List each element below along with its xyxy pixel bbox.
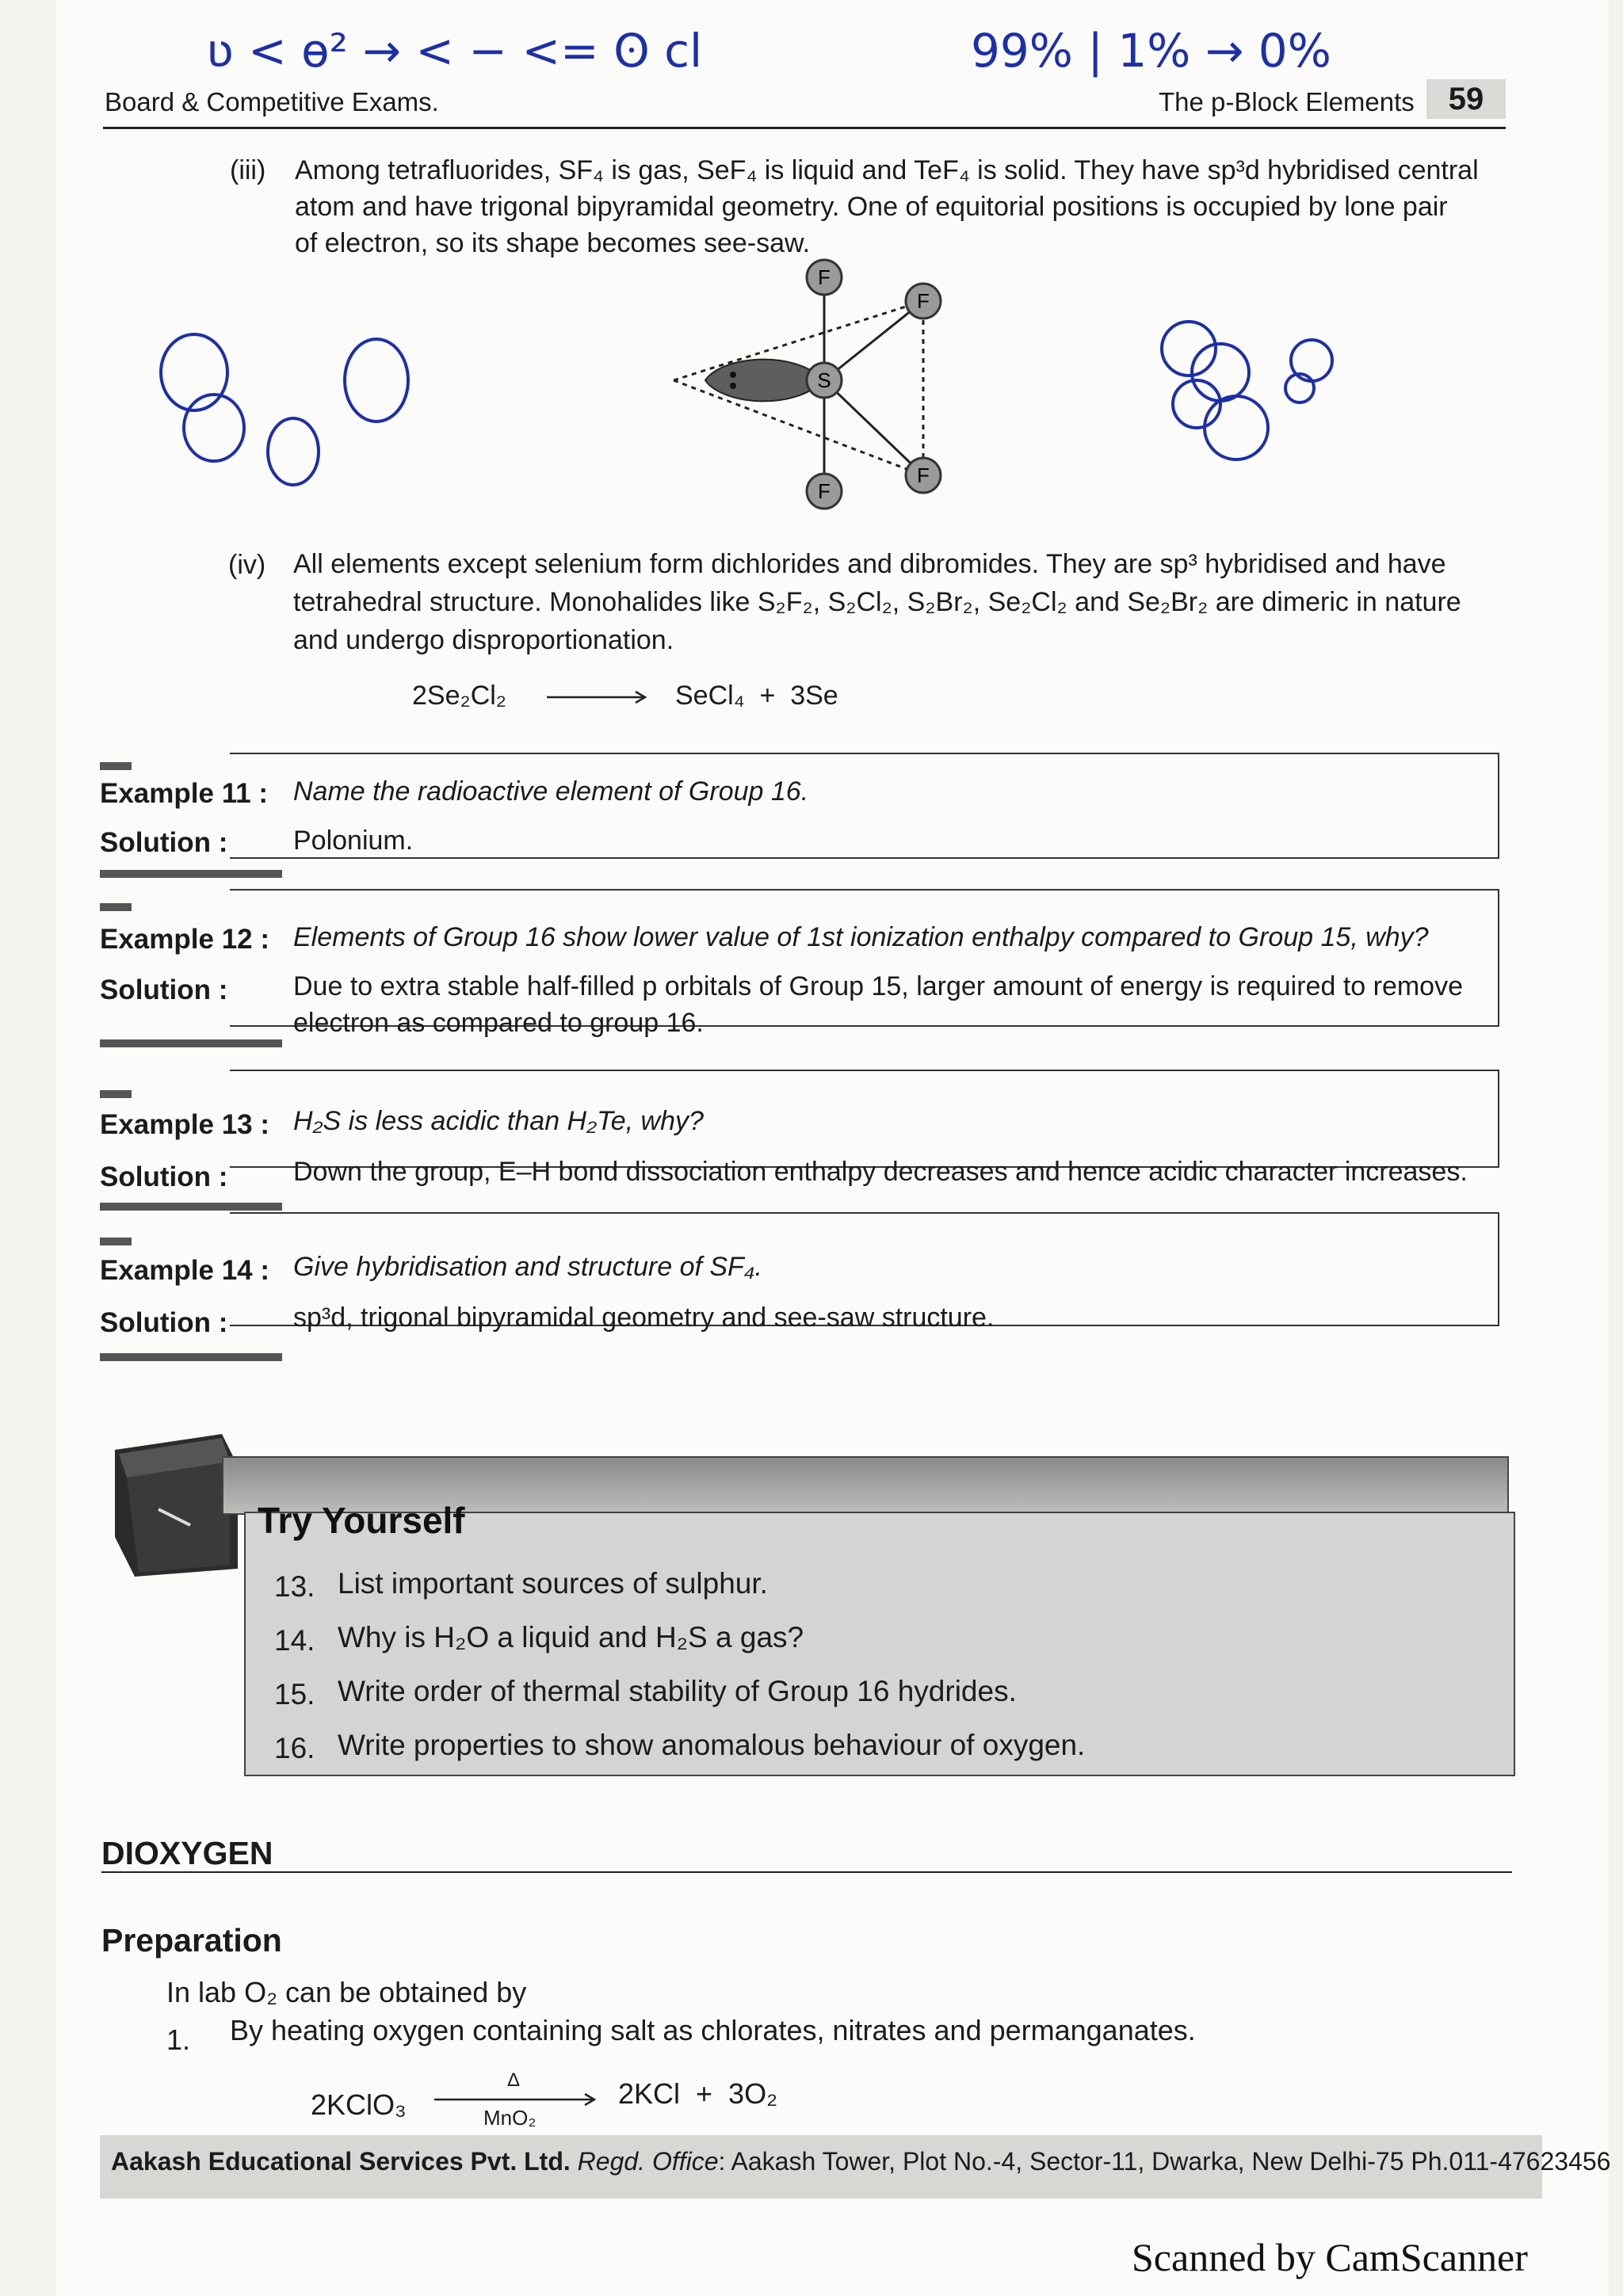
atom-f-label: F xyxy=(818,265,831,289)
point-iv-text xyxy=(293,545,1518,659)
example-12-underline xyxy=(100,1039,282,1047)
footer-office-label: Regd. Office xyxy=(577,2147,719,2176)
subsection-title-preparation: Preparation xyxy=(101,1922,282,1958)
handwritten-doodle-right xyxy=(1133,301,1371,483)
try-item-number: 14. xyxy=(274,1624,315,1657)
point-iii-number: (iii) xyxy=(230,155,266,185)
handwritten-note-left: ʋ < ɵ² → < − <= ʘ cl xyxy=(206,24,703,78)
try-item-number: 15. xyxy=(274,1678,315,1711)
example-14-solution: sp³d, trigonal bipyramidal geometry and see-saw structure. xyxy=(293,1302,995,1333)
example-11-question: Name the radioactive element of Group 16. xyxy=(293,776,809,807)
point-iv-line3: and undergo disproportionation. xyxy=(293,625,674,655)
handwritten-doodle-left xyxy=(143,301,428,507)
example-13-underline xyxy=(100,1203,282,1211)
footer-address: : Aakash Tower, Plot No.-4, Sector-11, Dwarka, New Delhi-75 Ph.011-47623456 xyxy=(718,2147,1611,2176)
example-13-tab xyxy=(100,1090,132,1098)
example-13-question: H₂S is less acidic than H₂Te, why? xyxy=(293,1106,704,1136)
example-12-label: Example 12 : xyxy=(100,924,269,955)
atom-f xyxy=(906,458,941,493)
sf4-structure-diagram xyxy=(666,254,967,523)
example-13-solution-label: Solution : xyxy=(100,1161,228,1192)
try-item-text: Write order of thermal stability of Group 16 hydrides. xyxy=(338,1675,1017,1707)
header-rule xyxy=(103,127,1506,129)
example-12-question: Elements of Group 16 show lower value of 1st ionization enthalpy compared to Group 15, why? xyxy=(293,922,1429,952)
kclo3-reaction-left: 2KClO₃ xyxy=(311,2088,407,2121)
point-iv-line1: All elements except selenium form dichlorides and dibromides. They are sp³ hybridised and have xyxy=(293,549,1446,579)
atom-f-label: F xyxy=(917,463,930,487)
example-11-solution: Polonium. xyxy=(293,826,414,856)
atom-f xyxy=(906,284,941,318)
point-iv-line2: tetrahedral structure. Monohalides like S₂F₂, S₂Cl₂, S₂Br₂, Se₂Cl₂ and Se₂Br₂ are dimeric in nature xyxy=(293,587,1461,617)
example-13-solution: Down the group, E–H bond dissociation enthalpy decreases and hence acidic character increases. xyxy=(293,1157,1468,1187)
section-rule xyxy=(101,1871,1512,1873)
footer-text xyxy=(111,2147,1610,2176)
header-left: Board & Competitive Exams. xyxy=(105,87,439,116)
example-11-label: Example 11 : xyxy=(100,778,269,809)
preparation-step-number: 1. xyxy=(166,2023,191,2056)
try-item-text: Why is H₂O a liquid and H₂S a gas? xyxy=(338,1621,804,1653)
example-13-label: Example 13 : xyxy=(100,1109,269,1140)
example-12-tab xyxy=(100,903,132,911)
point-iii-line3: of electron, so its shape becomes see-saw. xyxy=(295,228,811,258)
point-iii-text xyxy=(295,152,1515,261)
reaction-right: SeCl₄ + 3Se xyxy=(675,681,838,711)
equatorial-bond-line xyxy=(824,380,923,475)
header-right: The p-Block Elements xyxy=(1159,87,1415,116)
example-14-label: Example 14 : xyxy=(100,1255,269,1286)
kclo3-reaction-right: 2KCl + 3O₂ xyxy=(618,2077,778,2110)
try-item-number: 13. xyxy=(274,1570,315,1603)
handwritten-note-right: 99% | 1% → 0% xyxy=(971,24,1331,78)
point-iv-number: (iv) xyxy=(228,550,266,580)
scanner-watermark: Scanned by CamScanner xyxy=(1132,2235,1528,2279)
example-14-underline xyxy=(100,1353,282,1361)
try-item-text: Write properties to show anomalous behaviour of oxygen. xyxy=(338,1729,1086,1761)
point-iii-line1: Among tetrafluorides, SF₄ is gas, SeF₄ is liquid and TeF₄ is solid. They have sp³d hybridised central xyxy=(295,155,1479,185)
atom-f xyxy=(807,260,842,295)
page-number: 59 xyxy=(1426,79,1506,119)
atom-s xyxy=(807,363,842,398)
reaction-arrow xyxy=(547,685,650,709)
equatorial-bond-line xyxy=(824,301,923,380)
atom-f-label: F xyxy=(917,289,930,313)
footer-company: Aakash Educational Services Pvt. Ltd. xyxy=(111,2147,571,2176)
example-12-solution xyxy=(293,968,1514,1041)
reaction-left: 2Se₂Cl₂ xyxy=(412,681,506,711)
example-14-solution-label: Solution : xyxy=(100,1307,228,1338)
preparation-intro: In lab O₂ can be obtained by xyxy=(166,1976,527,2008)
atom-f xyxy=(807,474,842,509)
lone-pair-dot xyxy=(730,372,736,378)
example-11-solution-label: Solution : xyxy=(100,827,228,858)
preparation-step-text: By heating oxygen containing salt as chlorates, nitrates and permanganates. xyxy=(230,2014,1196,2046)
section-title-dioxygen: DIOXYGEN xyxy=(101,1835,273,1871)
lone-pair-dot xyxy=(730,383,736,389)
atom-s-label: S xyxy=(817,368,831,392)
point-iii-line2: atom and have trigonal bipyramidal geometry. One of equitorial positions is occupied by lone pair xyxy=(295,192,1448,222)
try-item-number: 16. xyxy=(274,1732,315,1764)
atom-f-label: F xyxy=(818,479,831,503)
example-12-solution-line1: Due to extra stable half-filled p orbitals of Group 15, larger amount of energy is required to remove xyxy=(293,971,1463,1001)
example-11-tab xyxy=(100,762,132,770)
example-11-underline xyxy=(100,870,282,878)
try-item-text: List important sources of sulphur. xyxy=(338,1567,768,1600)
reaction-condition-heat: Δ xyxy=(507,2069,521,2091)
example-12-solution-line2: electron as compared to group 16. xyxy=(293,1008,704,1038)
example-12-solution-label: Solution : xyxy=(100,974,228,1005)
example-14-tab xyxy=(100,1238,132,1245)
example-14-question: Give hybridisation and structure of SF₄. xyxy=(293,1252,762,1282)
try-yourself-title: Try Yourself xyxy=(258,1500,465,1541)
reaction-catalyst: MnO₂ xyxy=(483,2106,537,2130)
